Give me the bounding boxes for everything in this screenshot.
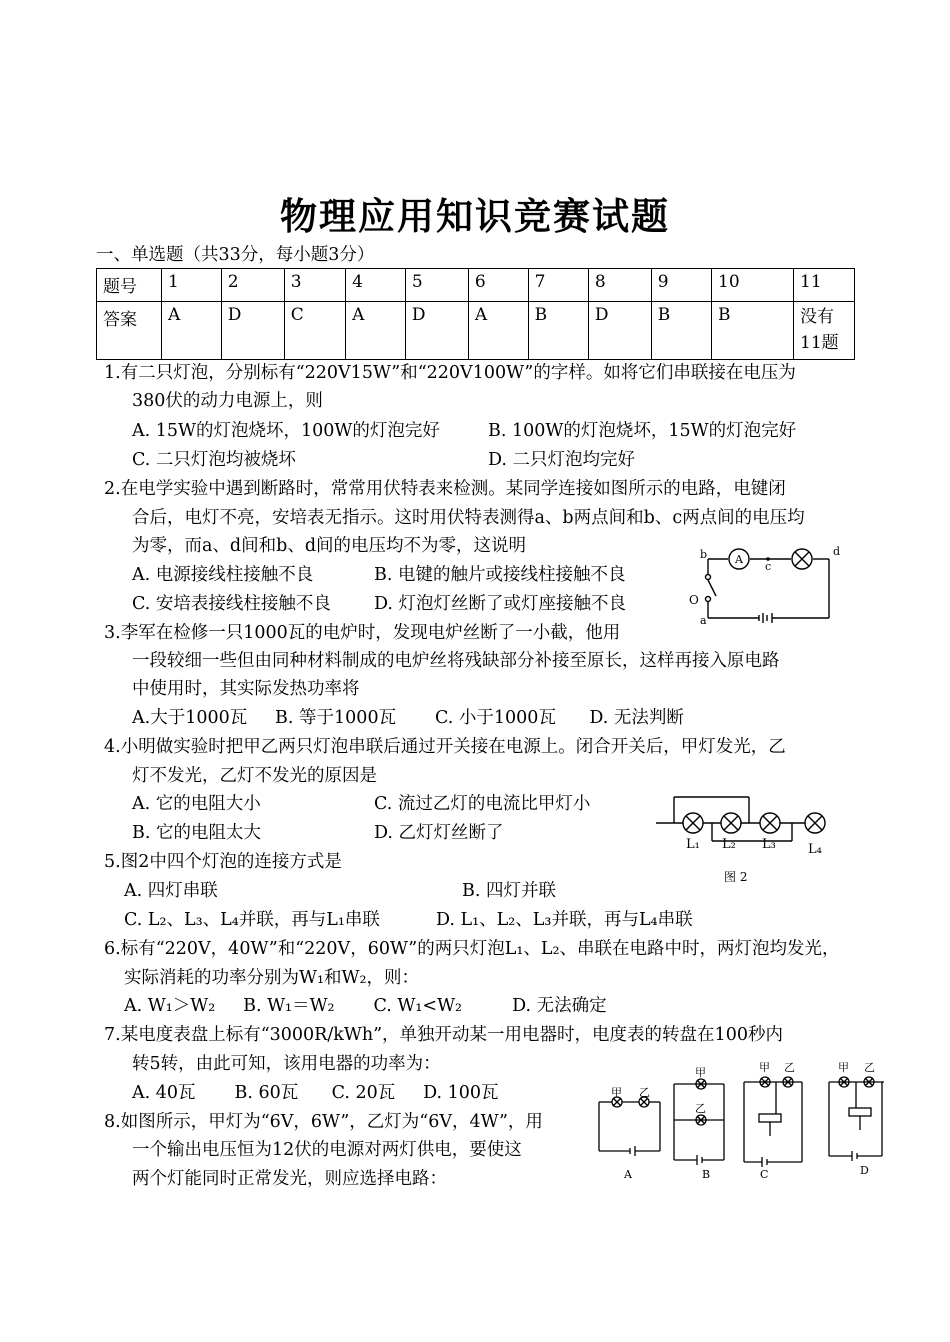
option-c: C. 二只灯泡均被烧坏 [132,450,296,470]
question-line: 2.在电学实验中遇到断路时，常常用伏特表来检测。某同学连接如图所示的电路，电键闭 [104,479,786,499]
question-line: 两个灯能同时正常发光，则应选择电路： [132,1169,447,1189]
question-options: A. 40瓦 B. 60瓦 C. 20瓦 D. 100瓦 [132,1083,499,1103]
question-line: 中使用时，其实际发热功率将 [132,679,360,699]
question-line: 一段较细一些但由同种材料制成的电炉丝将残缺部分补接至原长，这样再接入原电路 [132,651,780,671]
lamp-l1-label: L₁ [686,837,700,852]
table-cell: 题号 [97,269,162,302]
table-cell: 8 [588,269,651,302]
lamp-jia-label: 甲 [838,1061,849,1074]
lamp-jia-label: 甲 [759,1061,770,1074]
table-cell: A [346,302,406,360]
table-cell: 11 [794,269,855,302]
question-line: 3.李军在检修一只1000瓦的电炉时，发现电炉丝断了一小截，他用 [104,623,621,643]
option-d: D. 乙灯灯丝断了 [374,823,504,843]
option-a: A. 它的电阻大小 [132,794,261,814]
table-cell: B [651,302,711,360]
circuit-c-label: C [760,1168,769,1181]
option-a: A. 四灯串联 [124,881,218,901]
circuit-b-label: B [702,1168,711,1181]
option-c: C. 安培表接线柱接触不良 [132,594,331,614]
option-b: B. 它的电阻太大 [132,823,261,843]
table-cell: A [468,302,528,360]
question-line: 合后，电灯不亮，安培表无指示。这时用伏特表测得a、b两点间和b、c两点间的电压均 [132,508,805,528]
option-c: C. L₂、L₃、L₄并联，再与L₁串联 [124,910,380,930]
lamp-yi-label: 乙 [784,1061,795,1074]
page-title: 物理应用知识竞赛试题 [280,194,670,238]
question-options: A.大于1000瓦 B. 等于1000瓦 C. 小于1000瓦 D. 无法判断 [132,708,684,728]
circuit-a-label: A [624,1168,632,1181]
table-cell: 2 [221,269,284,302]
table-row [97,269,855,302]
option-a: A. 电源接线柱接触不良 [132,565,314,585]
question-line: 380伏的动力电源上，则 [132,391,323,411]
answer-table [96,268,855,360]
section-heading: 一、单选题（共33分，每小题3分） [96,245,375,265]
table-cell: D [405,302,468,360]
question-line: 转5转，由此可知，该用电器的功率为： [132,1054,441,1074]
question-line: 灯不发光，乙灯不发光的原因是 [132,766,377,786]
lamp-yi-label: 乙 [639,1086,650,1099]
figure-2-diagram [652,791,832,887]
lamp-jia-label: 甲 [695,1066,706,1079]
question-line: 为零，而a、d间和b、d间的电压均不为零，这说明 [132,536,527,556]
table-cell: D [588,302,651,360]
table-cell: 答案 [97,302,162,360]
option-b: B. 电键的触片或接线柱接触不良 [374,565,626,585]
option-d: D. 灯泡灯丝断了或灯座接触不良 [374,594,627,614]
option-a: A. 15W的灯泡烧坏，100W的灯泡完好 [132,421,440,441]
switch-label: O [689,593,699,607]
question-line: 实际消耗的功率分别为W₁和W₂，则： [124,968,420,988]
table-cell: 5 [405,269,468,302]
question-line: 4.小明做实验时把甲乙两只灯泡串联后通过开关接在电源上。闭合开关后，甲灯发光，乙 [104,737,786,757]
lamp-jia-label: 甲 [611,1086,622,1099]
table-cell: 9 [651,269,711,302]
table-cell: 3 [284,269,345,302]
table-cell: B [712,302,794,360]
point-b-label: b [700,548,708,561]
question-line: 一个输出电压恒为12伏的电源对两灯供电，要使这 [132,1140,522,1160]
option-d: D. L₁、L₂、L₃并联，再与L₄串联 [436,910,693,930]
question-line: 6.标有“220V，40W”和“220V，60W”的两只灯泡L₁、L₂、串联在电路中时，两灯泡均发光， [104,939,840,959]
table-cell: 没有11题 [794,302,855,360]
question-line: 8.如图所示，甲灯为“6V，6W”，乙灯为“6V，4W”，用 [104,1112,543,1132]
question-line: 7.某电度表盘上标有“3000R/kWh”，单独开动某一用电器时，电度表的转盘在100秒内 [104,1025,783,1045]
table-cell: B [528,302,588,360]
question-line: 1.有二只灯泡，分别标有“220V15W”和“220V100W”的字样。如将它们串联接在电压为 [104,363,796,383]
option-d: D. 二只灯泡均完好 [488,450,636,470]
table-cell: 7 [528,269,588,302]
point-c-label: c [765,560,772,573]
lamp-yi-label: 乙 [864,1061,875,1074]
point-d-label: d [833,545,841,558]
lamp-l4-label: L₄ [808,842,822,857]
circuit-diagram-q2 [686,544,846,626]
table-cell: A [162,302,222,360]
figure-caption: 图 2 [724,870,748,884]
lamp-l2-label: L₂ [722,837,736,852]
lamp-l3-label: L₃ [762,837,776,852]
point-a-label: a [700,614,707,626]
question-options: A. W₁＞W₂ B. W₁＝W₂ C. W₁<W₂ D. 无法确定 [124,996,607,1016]
table-cell: 10 [712,269,794,302]
option-b: B. 100W的灯泡烧坏，15W的灯泡完好 [488,421,797,441]
question-line: 5.图2中四个灯泡的连接方式是 [104,852,342,872]
table-cell: 6 [468,269,528,302]
circuit-diagrams-q8 [594,1056,884,1186]
ammeter-label: A [735,553,743,566]
table-cell: C [284,302,345,360]
table-cell: 1 [162,269,222,302]
table-row [97,302,855,360]
circuit-d-label: D [860,1164,869,1177]
table-cell: 4 [346,269,406,302]
option-c: C. 流过乙灯的电流比甲灯小 [374,794,591,814]
table-cell: D [221,302,284,360]
option-b: B. 四灯并联 [462,881,556,901]
lamp-yi-label: 乙 [695,1102,706,1115]
